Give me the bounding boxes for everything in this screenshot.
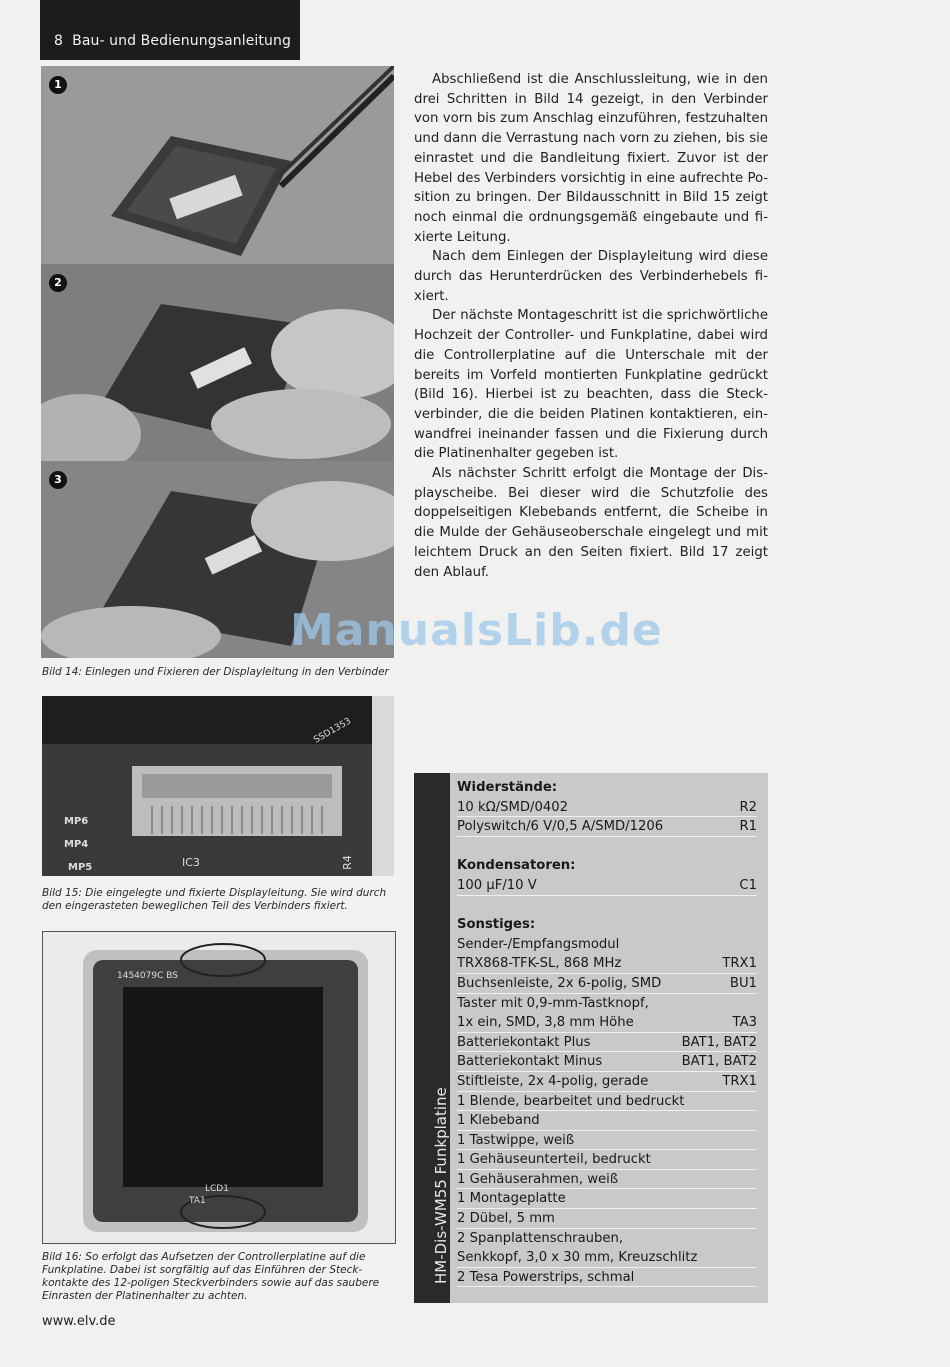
parts-row xyxy=(457,1150,757,1170)
parts-sidebar xyxy=(414,773,450,1303)
paragraph-4: Als nächster Schritt erfolgt die Montage der Displayscheibe. Bei dieser wird die Schutzfolie des doppelseitigen Klebebands entfernt, die Scheibe in die Mulde der Gehäuseoberschale eingelegt und mit leichtem Druck an den Seiten fixiert. Bild 17 zeigt den Ablauf. xyxy=(414,466,768,580)
parts-row xyxy=(457,1092,757,1112)
parts-row xyxy=(457,1111,757,1131)
parts-row xyxy=(457,1052,757,1072)
fig15-label-ic3: IC3 xyxy=(182,856,200,869)
parts-item-text: 100 µF/10 V xyxy=(457,877,537,893)
parts-row xyxy=(457,837,757,857)
pcb-tweezers-illustration xyxy=(41,66,394,264)
parts-item-text: Senkkopf, 3,0 x 30 mm, Kreuzschlitz xyxy=(457,1250,698,1266)
parts-section-heading xyxy=(457,856,757,876)
paragraph-2: Nach dem Einlegen der Displayleitung wird diese durch das Herunterdrücken des Verbinderhebels fixiert. xyxy=(414,249,768,304)
parts-item-text: 1 Klebeband xyxy=(457,1113,540,1129)
fig15-photo xyxy=(42,696,394,876)
parts-section-heading xyxy=(457,778,757,798)
parts-item-text: TRX868-TFK-SL, 868 MHz xyxy=(457,956,622,972)
step-badge-1: 1 xyxy=(49,76,67,94)
fig14-caption: Bild 14: Einlegen und Fixieren der Displayleitung in den Verbinder xyxy=(42,666,389,678)
fig15-caption-line1: Bild 15: Die eingelegte und fixierte Displayleitung. Sie wird durch xyxy=(42,887,387,899)
page-header xyxy=(40,0,300,60)
parts-sidebar-title: HM-Dis-WM55 Funkplatine xyxy=(432,1087,450,1284)
step-badge-3: 3 xyxy=(49,471,67,489)
header-title: Bau- und Bedienungsanleitung xyxy=(72,33,291,49)
fig15-label-ssd: SSD1353 xyxy=(312,716,354,746)
header-text xyxy=(54,33,291,49)
parts-item-ref: R1 xyxy=(739,819,757,835)
parts-item-text: 1 Montageplatte xyxy=(457,1191,566,1207)
parts-row xyxy=(457,1268,757,1288)
parts-row xyxy=(457,954,757,974)
parts-item-text: Stiftleiste, 2x 4-polig, gerade xyxy=(457,1073,649,1089)
controller-board-illustration xyxy=(43,932,395,1243)
parts-item-ref: R2 xyxy=(739,799,757,815)
parts-row xyxy=(457,994,757,1014)
fig16-caption-line3: kontakte des 12-poligen Steckverbinders sowie auf das saubere xyxy=(42,1277,380,1289)
parts-item-ref: TA3 xyxy=(732,1015,757,1031)
parts-row xyxy=(457,935,757,955)
parts-item-ref: BU1 xyxy=(729,975,757,991)
parts-item-ref: TRX1 xyxy=(722,956,757,972)
parts-item-ref: BAT1, BAT2 xyxy=(681,1034,757,1050)
parts-item-text: Kondensatoren: xyxy=(457,858,576,874)
parts-item-text: Widerstände: xyxy=(457,780,558,795)
parts-item-text: 2 Dübel, 5 mm xyxy=(457,1211,555,1227)
paragraph-1: Abschließend ist die Anschlussleitung, wie in den drei Schritten in Bild 14 gezeigt, in den Verbinder von vorn bis zum Anschlag einzuführen, festzuhalten und dann die Verrastung nach vorn zu ziehen, bis sie einrastet und die Bandleitung fixiert. Zuvor ist der Hebel des Verbinders vorsichtig in eine aufrechte Position zu bringen. Der Bildausschnitt in Bild 15 zeigt noch einmal die ordnungsgemäß eingebaute und fixierte Leitung. xyxy=(414,72,768,245)
parts-row xyxy=(457,876,757,896)
parts-item-text: 1 Blende, bearbeitet und bedruckt xyxy=(457,1093,685,1109)
fig15-label-r4: R4 xyxy=(340,855,354,870)
fig16-label-serial: 1454079C BS xyxy=(117,971,178,981)
fig16-photo xyxy=(42,931,396,1244)
parts-item-text: 1 Gehäuseunterteil, bedruckt xyxy=(457,1152,651,1168)
parts-row xyxy=(457,1131,757,1151)
parts-item-text: Batteriekontakt Plus xyxy=(457,1034,591,1050)
parts-row xyxy=(457,1248,757,1268)
parts-item-text: Taster mit 0,9-mm-Tastknopf, xyxy=(457,995,649,1011)
step-badge-2: 2 xyxy=(49,274,67,292)
parts-row xyxy=(457,1209,757,1229)
parts-list-box xyxy=(414,773,768,1303)
paragraph-3: Der nächste Montageschritt ist die sprichwörtliche Hochzeit der Controller- und Funkplatine, dabei wird die Controllerplatine auf die Unterschale mit der bereits im Vorfeld montierten Funkplatine gedrückt (Bild 16). Hierbei ist zu beachten, dass die Steckverbinder, die die beiden Platinen kontaktieren, einwandfrei ineinander fassen und die Fixierung durch die Platinenhalter gegeben ist. xyxy=(414,308,768,462)
fig16-label-lcd1: LCD1 xyxy=(205,1184,229,1194)
fig15-label-mp5: MP5 xyxy=(68,862,93,873)
page-number: 8 xyxy=(54,33,64,49)
fig14-step1-photo xyxy=(41,66,394,264)
parts-item-ref: TRX1 xyxy=(722,1073,757,1089)
parts-row xyxy=(457,798,757,818)
pcb-fingers-illustration xyxy=(41,264,394,461)
fig16-label-ta1: TA1 xyxy=(189,1196,206,1206)
parts-item-ref: C1 xyxy=(739,877,757,893)
parts-item-text: Sonstiges: xyxy=(457,917,536,933)
watermark: ManualsLib.de xyxy=(290,605,663,656)
parts-list xyxy=(457,778,757,1287)
parts-item-text: 2 Tesa Powerstrips, schmal xyxy=(457,1269,635,1285)
parts-row xyxy=(457,1013,757,1033)
parts-section-heading xyxy=(457,915,757,935)
parts-row xyxy=(457,1072,757,1092)
parts-row xyxy=(457,974,757,994)
fig16-caption-line4: Einrasten der Platinenhalter zu achten. xyxy=(42,1290,248,1302)
parts-item-text: Batteriekontakt Minus xyxy=(457,1054,603,1070)
fig15-label-mp4: MP4 xyxy=(64,839,89,850)
parts-row xyxy=(457,1229,757,1249)
parts-item-text: Sender-/Empfangsmodul xyxy=(457,936,620,952)
parts-row xyxy=(457,1189,757,1209)
parts-row xyxy=(457,1033,757,1053)
parts-item-text: 1 Gehäuserahmen, weiß xyxy=(457,1171,619,1187)
parts-row xyxy=(457,817,757,837)
fig15-caption-line2: den eingerasteten beweglichen Teil des Verbinders fixiert. xyxy=(42,900,348,912)
fig15-label-mp6: MP6 xyxy=(64,816,89,827)
parts-item-text: 10 kΩ/SMD/0402 xyxy=(457,799,569,815)
fig16-caption-line1: Bild 16: So erfolgt das Aufsetzen der Controllerplatine auf die xyxy=(42,1251,366,1263)
parts-item-text: 1x ein, SMD, 3,8 mm Höhe xyxy=(457,1015,634,1031)
parts-item-text: 1 Tastwippe, weiß xyxy=(457,1132,575,1148)
parts-row xyxy=(457,896,757,916)
fig16-caption-line2: Funkplatine. Dabei ist sorgfältig auf das Einführen der Steck- xyxy=(42,1264,363,1276)
footer-url: www.elv.de xyxy=(42,1314,116,1329)
fig16-caption xyxy=(42,1251,402,1303)
parts-item-text: Polyswitch/6 V/0,5 A/SMD/1206 xyxy=(457,819,664,835)
fig14-step2-photo xyxy=(41,264,394,461)
parts-item-text: Buchsenleiste, 2x 6-polig, SMD xyxy=(457,975,662,991)
body-text xyxy=(414,70,768,582)
parts-item-text: 2 Spanplattenschrauben, xyxy=(457,1230,624,1246)
parts-row xyxy=(457,1170,757,1190)
parts-item-ref: BAT1, BAT2 xyxy=(681,1054,757,1070)
fig15-caption xyxy=(42,887,402,913)
